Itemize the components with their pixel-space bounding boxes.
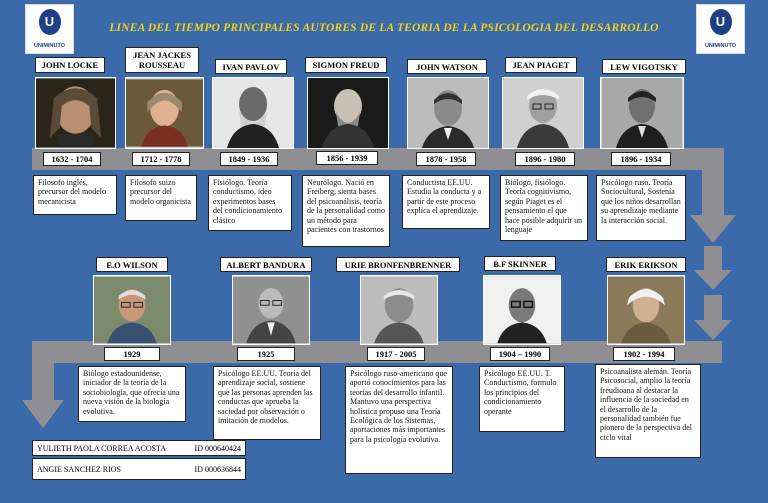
author-dates: 1856 - 1939 [316,151,378,165]
down-arrow-icon [690,148,736,243]
portrait-photo [407,77,489,149]
portrait-photo [212,77,294,149]
author-description: Biólogo, fisiólogo. Teoría cognitivismo, según Piaget es el pensamiento el que hace posible adquirir un lenguaje [500,175,588,241]
student-name: YULIETH PAOLA CORREA ACOSTA [37,443,167,453]
author-name: ALBERT BANDURA [220,257,312,272]
author-dates: 1902 - 1994 [613,347,675,361]
author-description: Fisiólogo. Teoría conductismo, ideo experimentos bases del condicionamiento clásico [208,175,292,231]
author-name: JEAN JACKES ROUSSEAU [125,47,199,73]
author-dates: 1849 - 1936 [220,152,278,166]
down-arrow-icon [22,341,64,428]
author-name: JEAN PIAGET [505,57,577,73]
student-row [32,440,246,456]
page-title: LINEA DEL TIEMPO PRINCIPALES AUTORES DE LA TEORIA DE LA PSICOLOGIA DEL DESARROLLO [109,22,659,34]
portrait-photo [125,77,204,149]
author-description: Psicólogo EE.UU. Teoría del aprendizaje social, sostiene que las personas aprenden las conductas que aprueba la saciedad por observación o imitación de modelos. [213,366,321,440]
author-dates: 1712 - 1778 [132,152,190,166]
author-description: Conductista EE.UU. Estudia la conducta y a partir de este proceso explica el aprendizaje. [402,175,490,229]
portrait-photo [607,275,685,345]
author-name: URIE BRONFENBRENNER [336,257,460,272]
portrait-photo [35,77,116,149]
author-dates: 1878 - 1958 [416,152,476,166]
author-name: LEW VIGOTSKY [602,59,686,74]
author-description: Filosofo inglés, precursor del modelo mecanicista [33,175,117,215]
author-dates: 1896 - 1980 [515,152,575,166]
author-dates: 1896 - 1934 [611,152,671,166]
portrait-photo [502,77,584,149]
student-id: ID 000636844 [194,464,241,474]
author-description: Psicólogo ruso. Teoría Sociocultural, Sostenía que los niños desarrollan su aprendizaje mediante la interacción social. [596,175,686,241]
author-dates: 1925 [237,347,295,361]
portrait-photo [600,77,684,149]
author-name: B.F SKINNER [484,256,556,271]
author-name: IVAN PAVLOV [215,59,287,74]
author-name: ERIK ERIKSON [606,257,686,272]
down-arrow-icon [694,246,732,290]
portrait-photo [307,77,389,149]
author-name: JOHN WATSON [407,59,487,74]
portrait-photo [232,275,310,345]
portrait-photo [93,275,171,345]
logo-mark: U [710,9,732,35]
author-dates: 1917 - 2005 [367,347,425,361]
logo-text: UNIMINUTO [704,43,737,49]
author-name: E.O WILSON [96,257,168,272]
down-arrow-icon [694,295,732,340]
logo-text: UNIMINUTO [33,43,66,49]
student-row [32,458,246,480]
portrait-photo [483,275,561,345]
author-name: JOHN LOCKE [35,57,105,73]
author-description: Neurólogo. Nació en Freiberg, sienta bases del psicoanálisis, teoría de la personalidad como un método para pacientes con trastornos [302,175,390,247]
author-description: Psicólogo ruso-americano que aportó conocimientos para las teorías del desarrollo infantil. Mantuvo una perspectiva holística propuso una Teoría Ecológica de los Sistemas, aportaciones más importantes para la psicología evolutiva. [345,366,453,474]
author-dates: 1904 – 1990 [490,347,550,361]
student-id: ID 000640424 [194,443,241,453]
author-dates: 1929 [104,347,160,361]
author-description: Biólogo estadounidense, iniciador de la teoría de la sociobiología, que ofrecía una nueva visión de la biología evolutiva. [78,366,186,422]
author-dates: 1632 - 1704 [43,152,101,166]
logo-mark: U [39,9,61,35]
student-name: ANGIE SANCHEZ RIOS [37,464,121,474]
author-description: Filosofo suizo precursor del modelo organicista [125,175,197,221]
portrait-photo [360,275,438,345]
author-name: SIGMON FREUD [305,57,387,73]
author-description: Psicoanalista alemán. Teoría Psicosocial, amplio la teoría freudioana al destacar la influencia de la sociedad en el desarrollo de la personalidad también fue pionero de la perspectiva del ciclo vital [595,364,701,458]
author-description: Psicólogo EE.UU. T. Conductismo, formulo los principios del condicionamiento operante [479,366,565,432]
